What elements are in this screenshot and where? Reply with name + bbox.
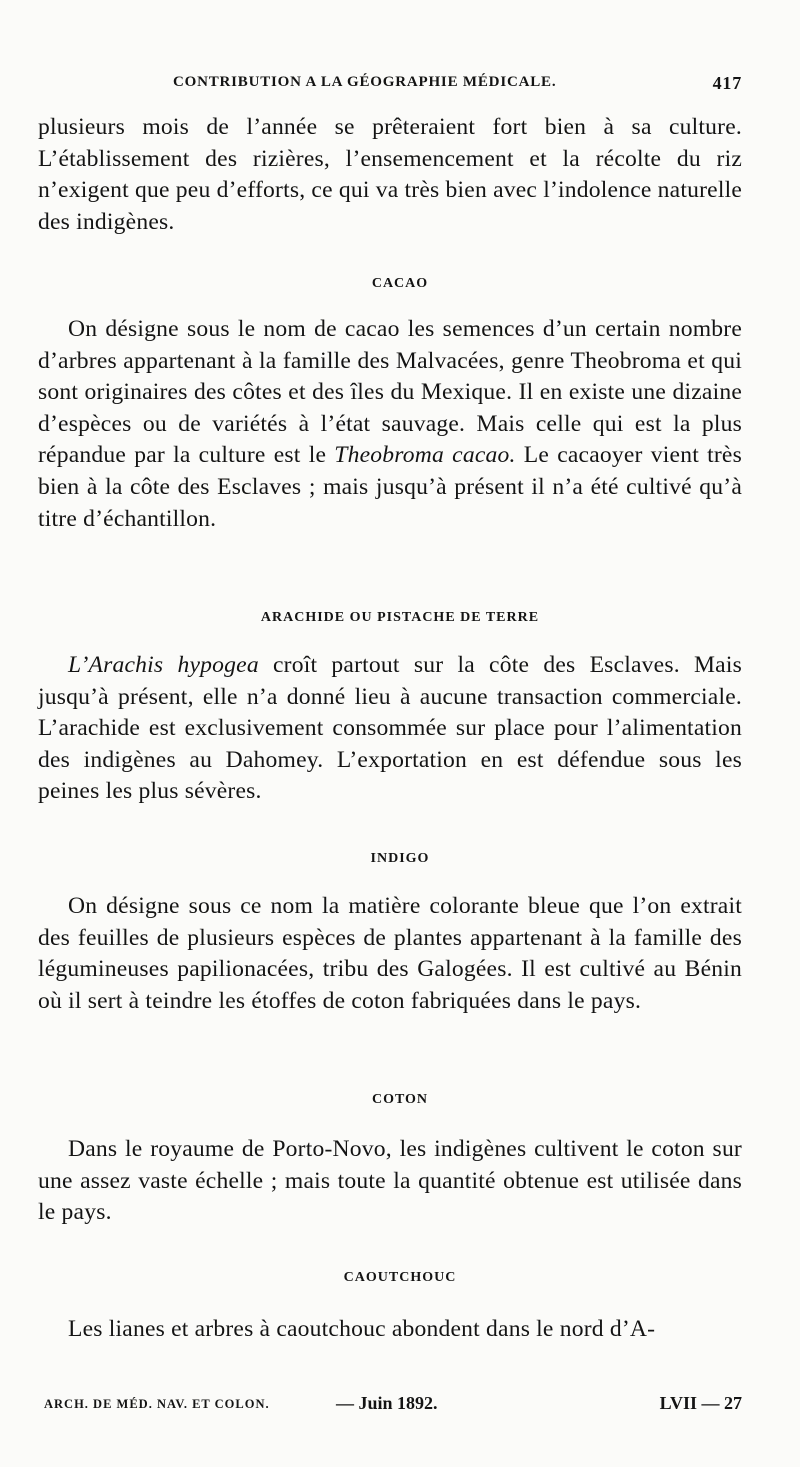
running-title: CONTRIBUTION A LA GÉOGRAPHIE MÉDICALE. <box>173 74 557 90</box>
section-coton <box>38 1134 742 1229</box>
cacao-text-2: Le cacaoyer vient très bien à la côte des Esclaves ; mais jusqu’à présent il n’a été cultivé qu’à titre d’échantillon. <box>38 442 742 532</box>
page-footer <box>44 1393 742 1417</box>
arachide-paragraph <box>38 650 742 808</box>
heading-coton: COTON <box>371 1092 429 1107</box>
heading-caoutchouc: CAOUTCHOUC <box>343 1270 457 1285</box>
section-cacao <box>38 314 742 535</box>
section-indigo <box>38 891 742 1017</box>
coton-paragraph: Dans le royaume de Porto-Novo, les indigènes cultivent le coton sur une assez vaste échelle ; mais toute la quantité obtenue est utilisée dans le pays. <box>38 1136 742 1226</box>
section-caoutchouc <box>38 1314 742 1346</box>
running-head <box>38 70 742 96</box>
footer-date: — Juin 1892. <box>336 1393 438 1413</box>
intro-paragraph <box>38 112 742 238</box>
section-arachide <box>38 650 742 808</box>
indigo-paragraph: On désigne sous ce nom la matière colorante bleue que l’on extrait des feuilles de plusieurs espèces de plantes appartenant à la famille des légumineuses papilionacées, tribu des Galogées. Il est cultivé au Bénin où il sert à teindre les étoffes de coton fabriquées dans le pays. <box>38 893 742 1014</box>
heading-cacao: CACAO <box>371 276 429 291</box>
cacao-text-1: On désigne sous le nom de cacao les semences d’un certain nombre d’arbres appartenant à la famille des Malvacées, genre Theobroma et qui sont originaires des côtes et des îles du Mexique. Il en existe une dizaine d’espèces ou de variétés à l’état sauvage. Mais celle qui est la plus répandue par la culture est le <box>38 316 742 469</box>
footer-signature: LVII — 27 <box>659 1393 742 1413</box>
caoutchouc-paragraph: Les lianes et arbres à caoutchouc abondent dans le nord d’A- <box>68 1316 656 1342</box>
heading-indigo: INDIGO <box>370 851 430 866</box>
cacao-paragraph <box>38 314 742 535</box>
page-number: 417 <box>712 73 742 93</box>
heading-arachide: ARACHIDE OU PISTACHE DE TERRE <box>260 610 540 625</box>
arachide-italic: L’Arachis hypogea <box>68 652 259 678</box>
intro-text: plusieurs mois de l’année se prêteraient fort bien à sa culture. L’établissement des rizières, l’ensemencement et la récolte du riz n’exigent que peu d’efforts, ce qui va très bien avec l’indolence naturelle des indigènes. <box>38 114 742 235</box>
footer-journal: ARCH. DE MÉD. NAV. ET COLON. <box>44 1397 270 1411</box>
arachide-text: croît partout sur la côte des Esclaves. Mais jusqu’à présent, elle n’a donné lieu à aucune transaction commerciale. L’arachide est exclusivement consommée sur place pour l’alimentation des indigènes au Dahomey. L’exportation en est défendue sous les peines les plus sévères. <box>38 652 742 805</box>
cacao-italic: Theobroma cacao. <box>334 442 516 469</box>
